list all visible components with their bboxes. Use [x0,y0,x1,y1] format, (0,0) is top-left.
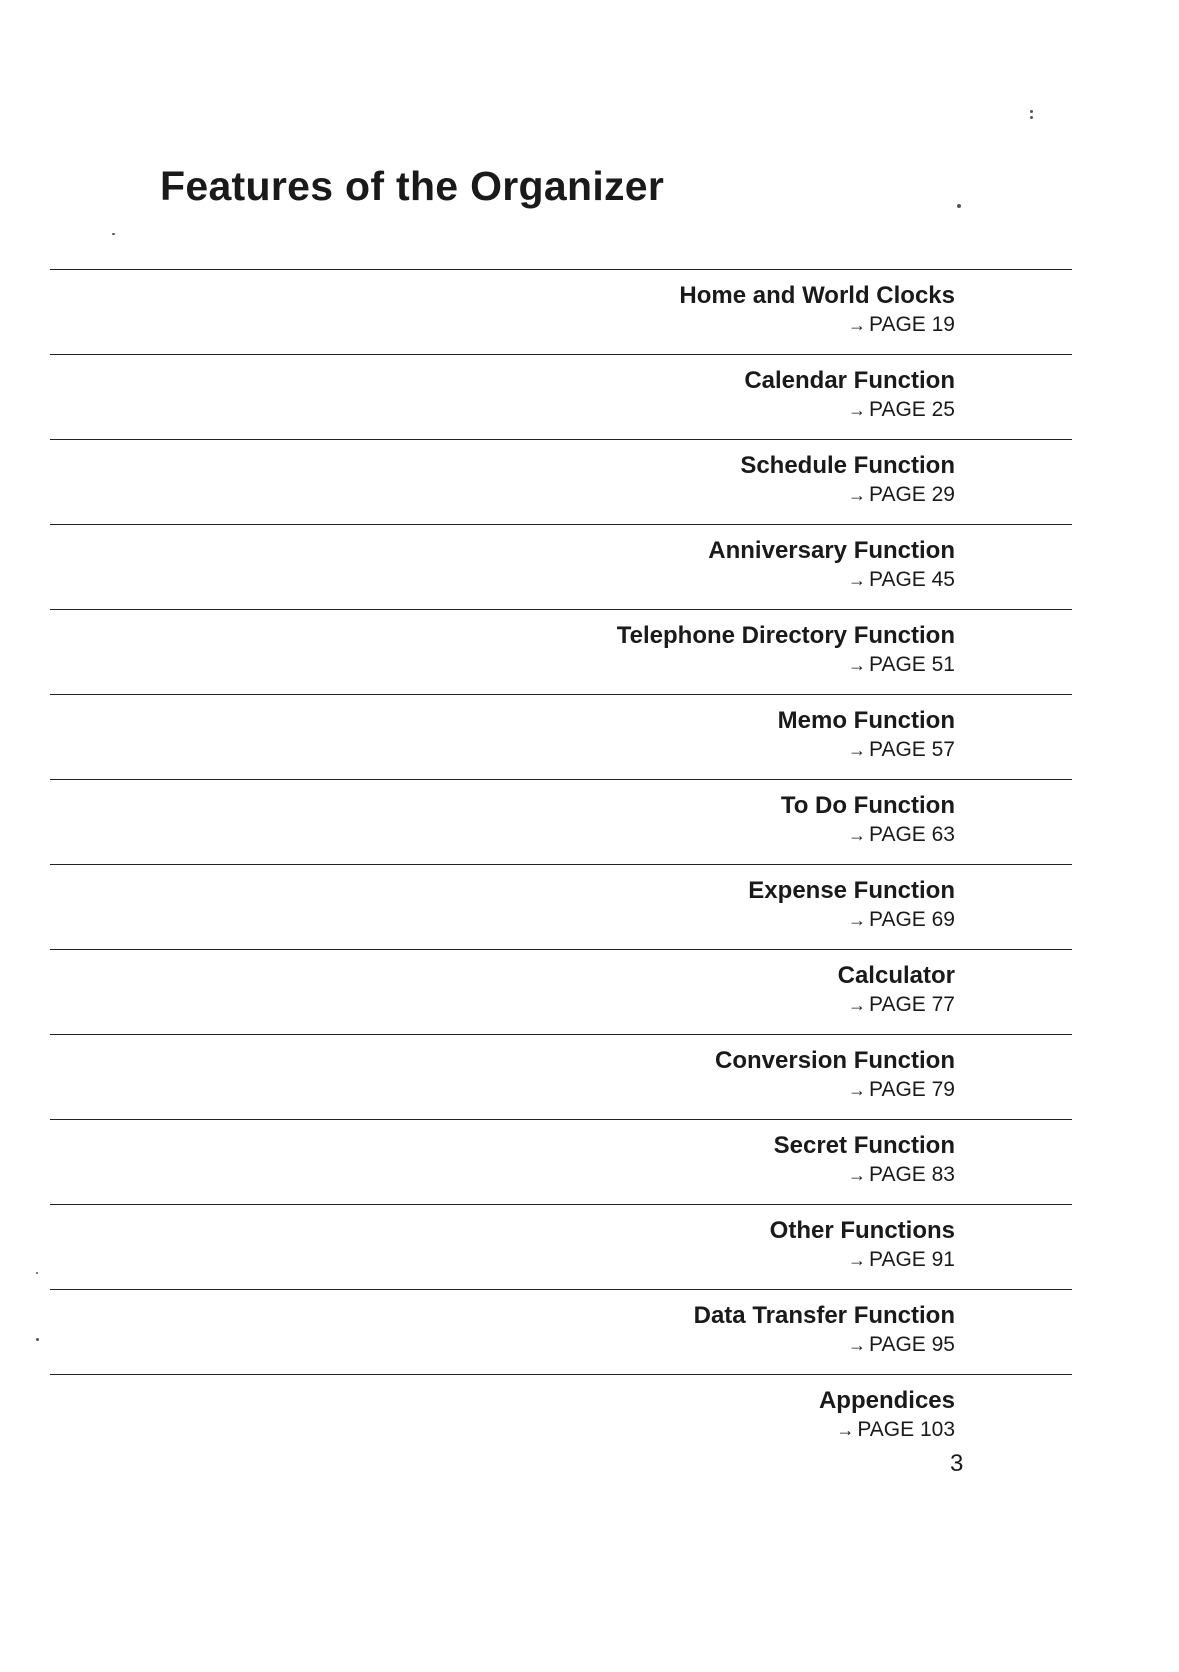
toc-entry-memo-function[interactable] [50,694,1072,779]
toc-entry-page: PAGE 103 [857,1418,955,1441]
toc-entry-page: PAGE 51 [869,653,955,676]
arrow-right-icon: → [848,655,866,675]
toc-entry-page-ref [778,735,955,765]
toc-entry-text [694,1301,955,1360]
toc-entry-page: PAGE 79 [869,1078,955,1101]
arrow-right-icon: → [848,400,866,420]
toc-entry-page: PAGE 57 [869,738,955,761]
toc-entry-page-ref [838,990,955,1020]
toc-entry-page: PAGE 91 [869,1248,955,1271]
toc-entry-page-ref [744,395,955,425]
toc-entry-text [838,961,955,1020]
toc-entry-conversion-function[interactable] [50,1034,1072,1119]
toc-entry-label: Data Transfer Function [693,1302,955,1329]
toc-entry-page: PAGE 69 [869,908,955,931]
toc-entry-label: Appendices [818,1387,955,1414]
toc-entry-telephone-directory-function[interactable] [50,609,1072,694]
toc-entry-text [744,366,955,425]
toc-entry-schedule-function[interactable] [50,439,1072,524]
toc-entry-text [770,1216,955,1275]
scan-speck [36,1338,39,1341]
toc-entry-page: PAGE 83 [869,1163,955,1186]
scan-speck [1030,110,1033,113]
toc-entry-text [679,281,955,340]
toc-entry-page-ref [617,650,955,680]
toc-entry-page: PAGE 77 [869,993,955,1016]
toc-entry-text [778,706,955,765]
arrow-right-icon: → [848,825,866,845]
toc-entry-label: Calendar Function [744,367,955,394]
toc-entry-label: Calculator [837,962,955,989]
toc-entry-expense-function[interactable] [50,864,1072,949]
toc-entry-page: PAGE 19 [869,313,955,336]
toc-entry-page-ref [781,820,955,850]
scan-speck [1030,116,1033,119]
toc-entry-page-ref [740,480,955,510]
toc-entry-page-ref [715,1075,955,1105]
toc-entry-label: Telephone Directory Function [616,622,955,649]
toc-entry-calculator[interactable] [50,949,1072,1034]
arrow-right-icon: → [848,315,866,335]
toc-entry-text [748,876,955,935]
toc-entry-label: Secret Function [773,1132,955,1159]
scan-speck [112,233,115,235]
scan-speck [957,204,961,208]
toc-entry-text [774,1131,955,1190]
toc-entry-to-do-function[interactable] [50,779,1072,864]
toc-entry-text [819,1386,955,1445]
arrow-right-icon: → [848,740,866,760]
toc-entry-page-ref [679,310,955,340]
toc-entry-page-ref [694,1330,955,1360]
toc-entry-label: Conversion Function [715,1047,955,1074]
toc-entry-anniversary-function[interactable] [50,524,1072,609]
toc-entry-label: To Do Function [780,792,955,819]
toc-entry-page: PAGE 63 [869,823,955,846]
toc-entry-page: PAGE 25 [869,398,955,421]
arrow-right-icon: → [848,485,866,505]
toc-entry-text [708,536,955,595]
toc-entry-label: Other Functions [769,1217,955,1244]
arrow-right-icon: → [848,910,866,930]
toc-entry-page-ref [708,565,955,595]
toc-entry-page: PAGE 29 [869,483,955,506]
arrow-right-icon: → [848,1165,866,1185]
arrow-right-icon: → [848,1335,866,1355]
toc-entry-home-and-world-clocks[interactable] [50,269,1072,354]
toc-entry-page-ref [774,1160,955,1190]
arrow-right-icon: → [848,1250,866,1270]
toc-entry-label: Memo Function [777,707,955,734]
toc-entry-appendices[interactable] [50,1374,1072,1459]
toc-entry-page: PAGE 45 [869,568,955,591]
page-title: Features of the Organizer [160,163,665,209]
toc-entry-label: Home and World Clocks [679,282,955,309]
toc-entry-page: PAGE 95 [869,1333,955,1356]
arrow-right-icon: → [848,995,866,1015]
toc-entry-secret-function[interactable] [50,1119,1072,1204]
arrow-right-icon: → [848,570,866,590]
toc-list [50,269,1072,1459]
page-number: 3 [950,1450,964,1477]
toc-entry-page-ref [748,905,955,935]
toc-entry-text [781,791,955,850]
toc-entry-label: Schedule Function [740,452,955,479]
toc-entry-page-ref [770,1245,955,1275]
arrow-right-icon: → [848,1080,866,1100]
toc-entry-label: Anniversary Function [708,537,955,564]
toc-entry-calendar-function[interactable] [50,354,1072,439]
toc-entry-page-ref [819,1415,955,1445]
toc-entry-text [617,621,955,680]
toc-entry-other-functions[interactable] [50,1204,1072,1289]
toc-entry-text [715,1046,955,1105]
scan-speck [36,1272,38,1274]
toc-entry-data-transfer-function[interactable] [50,1289,1072,1374]
arrow-right-icon: → [836,1420,855,1440]
toc-entry-text [740,451,955,510]
toc-entry-label: Expense Function [748,877,955,904]
